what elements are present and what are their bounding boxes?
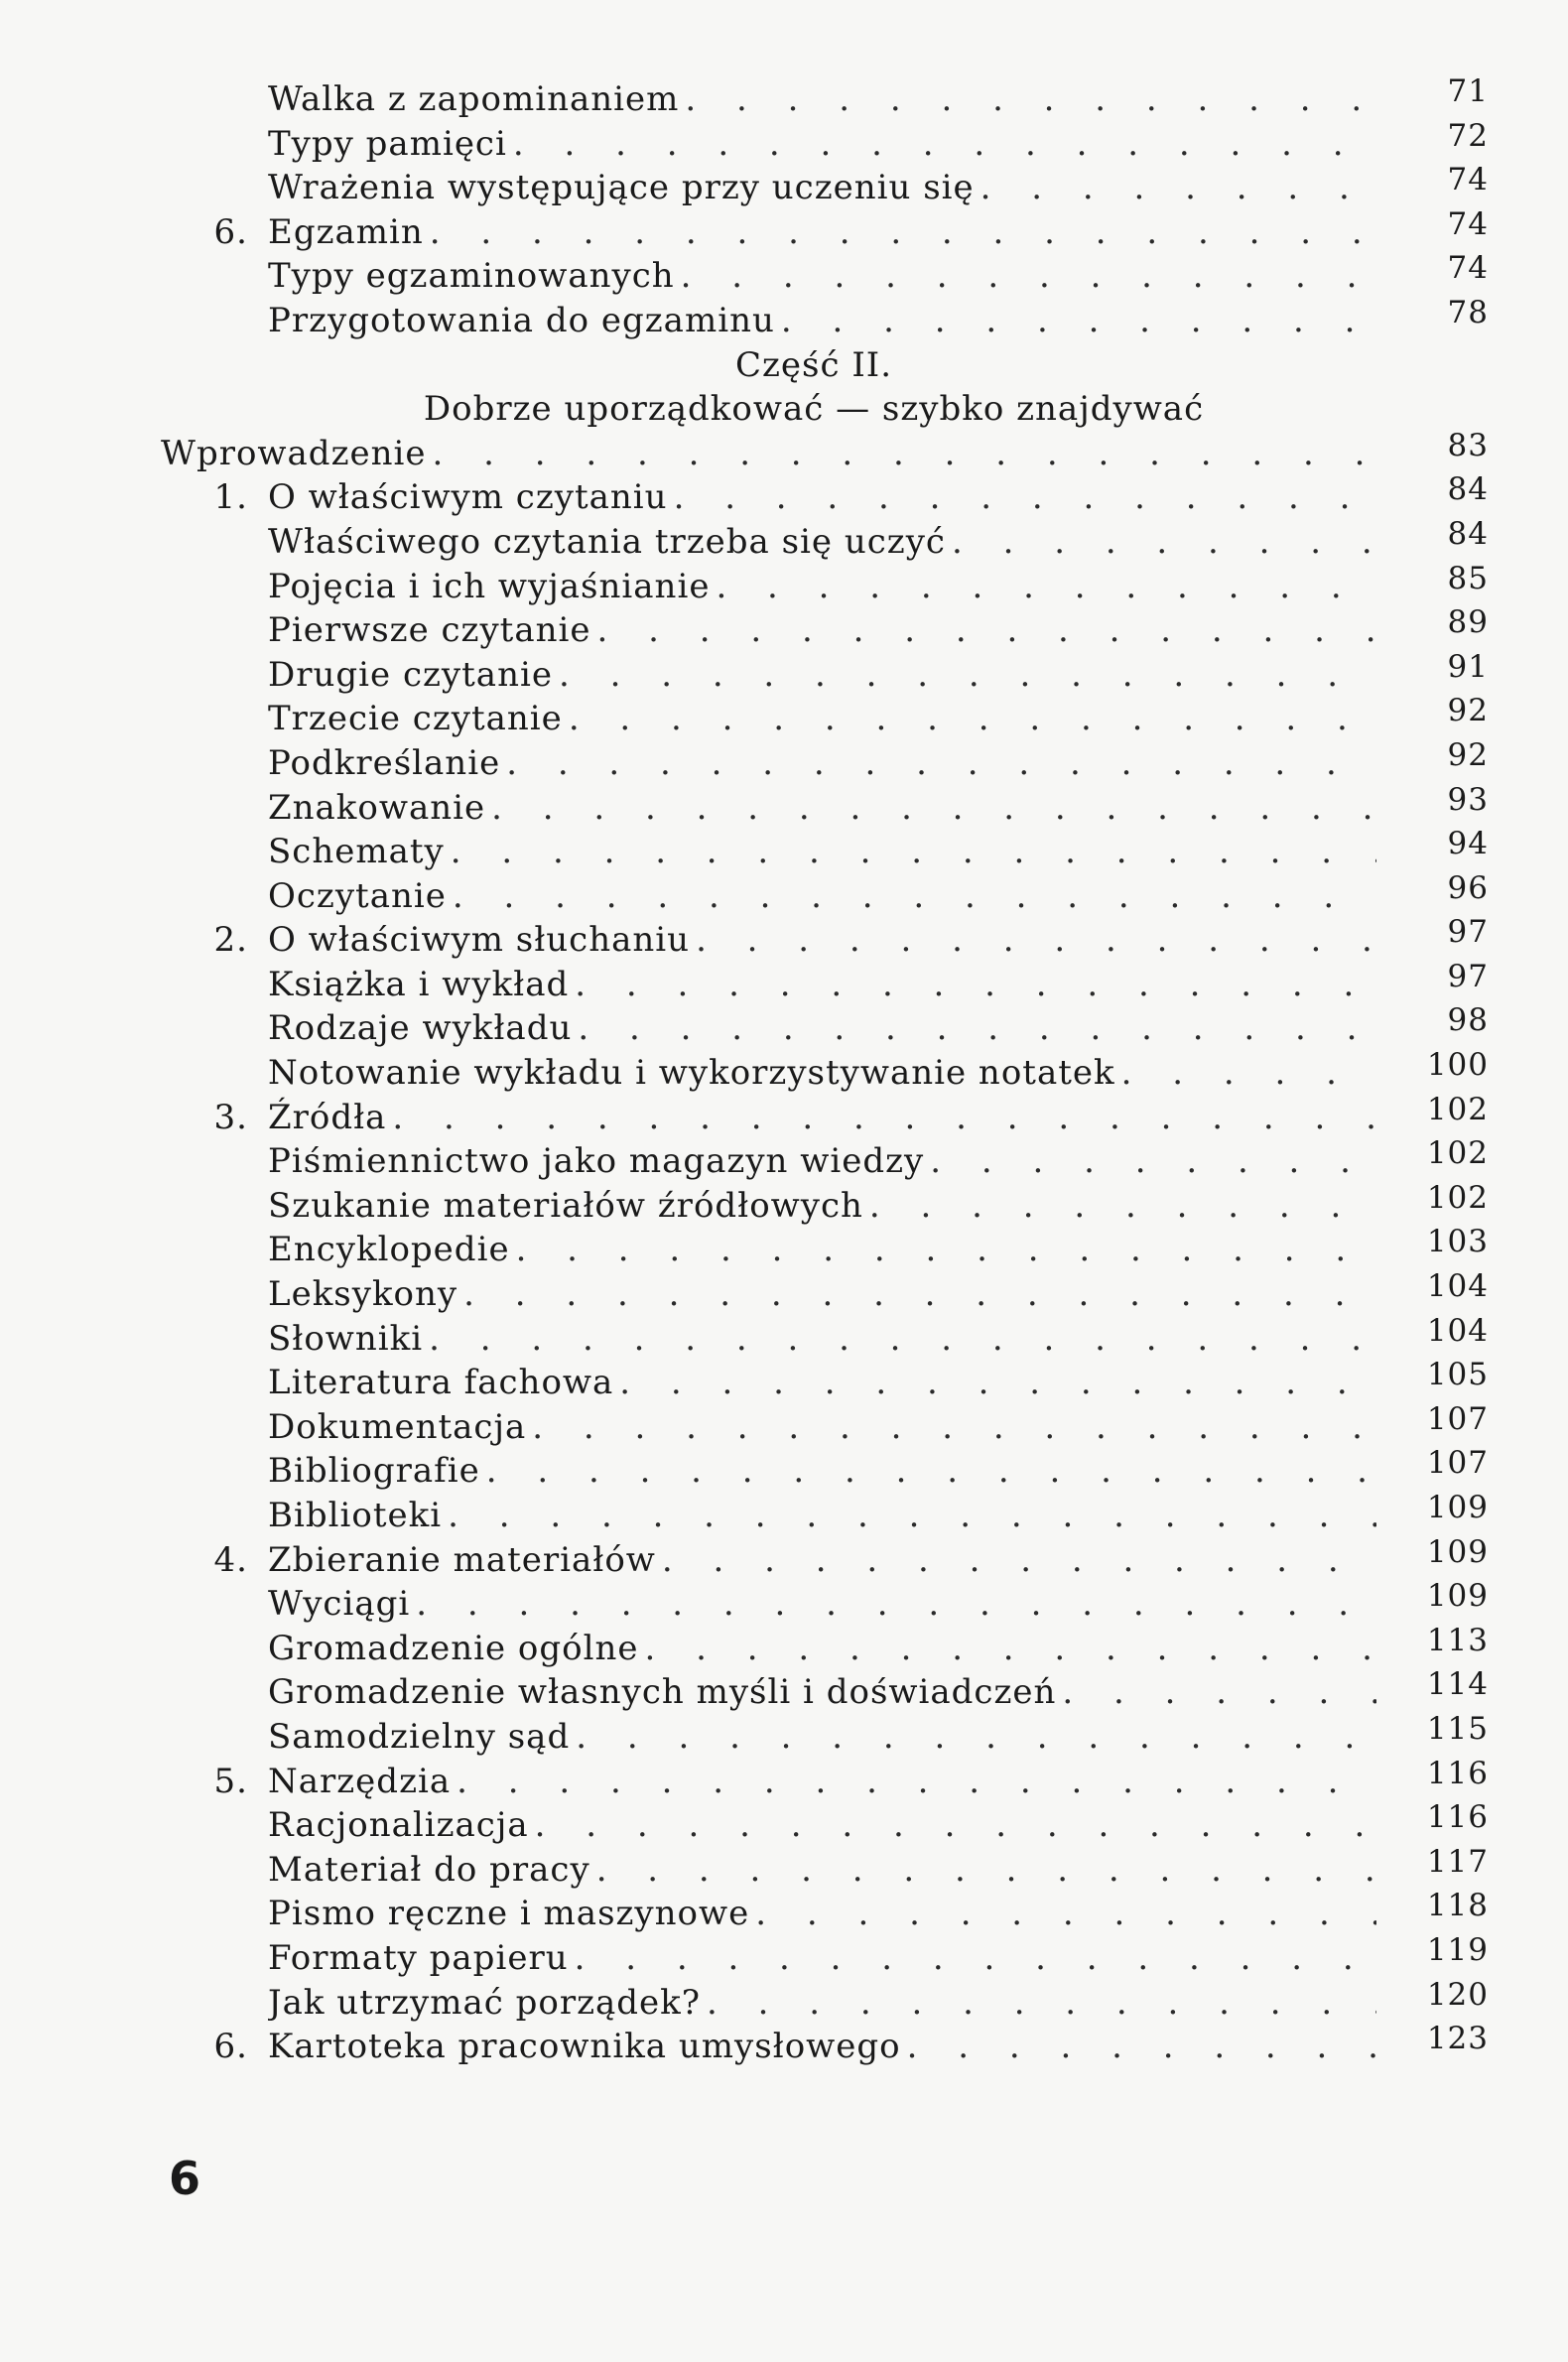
dot-leader <box>447 874 1376 919</box>
toc-entry <box>0 294 1568 343</box>
table-of-contents <box>0 73 1568 2069</box>
toc-page-number: 109 <box>1426 1533 1489 1570</box>
toc-page-number: 94 <box>1447 826 1489 862</box>
toc-entry <box>0 1002 1568 1051</box>
toc-entry-title: Biblioteki <box>268 1496 443 1535</box>
toc-entry <box>0 1268 1568 1317</box>
toc-page-number: 84 <box>1447 471 1489 508</box>
toc-entry-title: Szukanie materiałów źródłowych <box>268 1185 863 1226</box>
toc-page-number: 71 <box>1447 73 1489 109</box>
toc-entry <box>0 958 1568 1007</box>
toc-entry-title: Wyciągi <box>268 1584 411 1625</box>
dot-leader <box>639 1627 1377 1671</box>
dot-leader <box>1056 1670 1376 1715</box>
toc-entry <box>0 1976 1568 2026</box>
toc-page-number: 96 <box>1447 869 1489 906</box>
dot-leader <box>924 1139 1376 1184</box>
dot-leader <box>668 475 1376 520</box>
toc-page-number: 83 <box>1447 427 1489 463</box>
toc-page-number: 78 <box>1447 294 1489 330</box>
dot-leader <box>507 122 1376 167</box>
toc-entry <box>0 1888 1568 1936</box>
toc-entry <box>0 781 1568 831</box>
toc-entry-title: Oczytanie <box>268 875 447 916</box>
toc-entry <box>0 471 1568 520</box>
toc-page-number: 109 <box>1426 1578 1489 1615</box>
toc-entry-title: Kartoteka pracownika umysłowego <box>268 2027 901 2067</box>
toc-page-number: 91 <box>1447 648 1489 685</box>
toc-page-number: 117 <box>1426 1843 1489 1880</box>
chapter-number: 3. <box>213 1097 248 1137</box>
toc-entry-title: Typy pamięci <box>268 123 507 164</box>
part-title: Dobrze uporządkować — szybko znajdywać <box>423 389 1205 430</box>
toc-page-number: 123 <box>1426 2021 1489 2057</box>
chapter-number: 4. <box>213 1539 248 1580</box>
toc-entry-title: Bibliografie <box>268 1451 480 1492</box>
toc-entry-title: Trzecie czytanie <box>268 699 563 739</box>
dot-leader <box>553 653 1376 698</box>
dot-leader <box>485 786 1376 831</box>
toc-page-number: 120 <box>1426 1976 1489 2013</box>
dot-leader <box>946 520 1376 565</box>
dot-leader <box>410 1582 1376 1627</box>
toc-entry-title: Samodzielny sąd <box>268 1716 571 1757</box>
toc-page-number: 103 <box>1426 1224 1489 1260</box>
toc-part-two <box>0 471 1568 2068</box>
toc-page-number: 116 <box>1426 1755 1489 1791</box>
dot-leader <box>457 1272 1376 1317</box>
toc-entry <box>0 693 1568 741</box>
toc-entry <box>0 1622 1568 1671</box>
dot-leader <box>424 210 1376 255</box>
toc-entry-title: Drugie czytanie <box>268 654 553 695</box>
dot-leader <box>451 1760 1376 1804</box>
dot-leader <box>529 1803 1376 1848</box>
toc-entry-title: Pierwsze czytanie <box>268 610 591 651</box>
toc-entry-title: Słowniki <box>268 1318 424 1359</box>
toc-entry-title: Materiał do pracy <box>268 1849 590 1890</box>
toc-entry <box>0 1710 1568 1760</box>
toc-entry <box>0 1091 1568 1140</box>
dot-leader <box>500 741 1376 786</box>
chapter-number: 6. <box>213 2027 248 2067</box>
toc-entry <box>0 1799 1568 1848</box>
toc-entry-title: Gromadzenie ogólne <box>268 1628 639 1668</box>
dot-leader <box>427 432 1377 476</box>
toc-page-number: 102 <box>1426 1135 1489 1172</box>
toc-entry-title: Pismo ręczne i maszynowe <box>268 1894 750 1934</box>
dot-leader <box>690 918 1376 963</box>
toc-page-number: 74 <box>1447 162 1489 198</box>
dot-leader <box>656 1538 1376 1583</box>
toc-entry <box>0 1135 1568 1184</box>
toc-entry-title: Zbieranie materiałów <box>268 1539 656 1580</box>
toc-entry <box>0 1445 1568 1494</box>
toc-entry-title: Encyklopedie <box>268 1230 510 1270</box>
dot-leader <box>590 1848 1376 1893</box>
toc-page-number: 118 <box>1426 1888 1489 1924</box>
toc-page-number: 100 <box>1426 1047 1489 1084</box>
toc-page-number: 89 <box>1447 604 1489 641</box>
toc-page-number: 74 <box>1447 205 1489 242</box>
toc-entry-title: Piśmiennictwo jako magazyn wiedzy <box>268 1141 925 1182</box>
toc-page-number: 105 <box>1426 1357 1489 1393</box>
toc-entry-intro <box>0 427 1568 476</box>
toc-entry <box>0 648 1568 698</box>
toc-entry <box>0 1578 1568 1627</box>
toc-entry-title: Typy egzaminowanych <box>268 256 675 297</box>
toc-entry-title: Wprowadzenie <box>161 433 427 473</box>
toc-entry-title: Notowanie wykładu i wykorzystywanie notatek <box>268 1053 1115 1094</box>
toc-entry <box>0 117 1568 167</box>
toc-entry <box>0 736 1568 786</box>
toc-entry <box>0 1843 1568 1893</box>
toc-page-number: 119 <box>1426 1931 1489 1968</box>
dot-leader <box>675 254 1376 299</box>
toc-entry <box>0 1490 1568 1538</box>
toc-entry-title: Rodzaje wykładu <box>268 1008 573 1049</box>
toc-entry <box>0 604 1568 653</box>
toc-page-number: 72 <box>1447 117 1489 154</box>
toc-entry <box>0 73 1568 122</box>
dot-leader <box>863 1184 1376 1229</box>
toc-entry-title: Leksykony <box>268 1274 458 1315</box>
page-number: 6 <box>169 2152 201 2205</box>
dot-leader <box>701 1981 1376 2026</box>
toc-page-number: 93 <box>1447 781 1489 818</box>
toc-entry <box>0 1666 1568 1715</box>
toc-page-number: 98 <box>1447 1002 1489 1039</box>
toc-entry-title: Gromadzenie własnych myśli i doświadczeń <box>268 1672 1057 1713</box>
toc-entry-title: Racjonalizacja <box>268 1805 529 1846</box>
toc-entry <box>0 1179 1568 1229</box>
toc-entry <box>0 560 1568 609</box>
toc-entry <box>0 1533 1568 1583</box>
toc-entry <box>0 826 1568 874</box>
toc-entry-title: O właściwym czytaniu <box>268 477 668 518</box>
toc-entry-title: Podkreślanie <box>268 742 501 783</box>
toc-page-number: 102 <box>1426 1179 1489 1216</box>
toc-entry <box>0 1357 1568 1405</box>
dot-leader <box>510 1228 1376 1272</box>
toc-entry-title: Właściwego czytania trzeba się uczyć <box>268 521 946 562</box>
toc-page-number: 104 <box>1426 1312 1489 1349</box>
dot-leader <box>775 299 1376 343</box>
dot-leader <box>679 77 1376 122</box>
toc-page-number: 115 <box>1426 1710 1489 1747</box>
dot-leader <box>1115 1051 1376 1096</box>
toc-entry-title: Literatura fachowa <box>268 1363 614 1403</box>
toc-entry <box>0 515 1568 565</box>
toc-page-number: 116 <box>1426 1799 1489 1836</box>
toc-entry <box>0 1755 1568 1804</box>
toc-entry-title: Przygotowania do egzaminu <box>268 300 775 340</box>
chapter-number: 5. <box>213 1761 248 1801</box>
dot-leader <box>975 166 1376 210</box>
toc-page-number: 97 <box>1447 914 1489 951</box>
toc-page-number: 97 <box>1447 958 1489 994</box>
dot-leader <box>749 1892 1376 1936</box>
toc-page-number: 85 <box>1447 560 1489 596</box>
dot-leader <box>591 608 1376 653</box>
toc-page-number: 74 <box>1447 250 1489 287</box>
dot-leader <box>442 1494 1376 1538</box>
toc-part-one-tail <box>0 73 1568 343</box>
toc-page-number: 92 <box>1447 693 1489 729</box>
toc-entry-title: Pojęcia i ich wyjaśnianie <box>268 566 711 606</box>
toc-page-number: 109 <box>1426 1490 1489 1525</box>
toc-entry <box>0 869 1568 919</box>
dot-leader <box>386 1096 1376 1140</box>
toc-entry-title: Egzamin <box>268 211 424 252</box>
dot-leader <box>526 1405 1376 1450</box>
dot-leader <box>480 1449 1376 1494</box>
chapter-number: 1. <box>213 477 248 518</box>
toc-entry-title: Walka z zapominaniem <box>268 79 680 119</box>
dot-leader <box>445 830 1376 874</box>
toc-entry-title: Książka i wykład <box>268 964 570 1004</box>
dot-leader <box>572 1006 1376 1051</box>
toc-page-number: 92 <box>1447 736 1489 773</box>
dot-leader <box>901 2025 1376 2069</box>
toc-page-number: 114 <box>1426 1666 1489 1703</box>
toc-entry-title: Źródła <box>268 1097 387 1137</box>
toc-entry-title: Formaty papieru <box>268 1937 569 1978</box>
dot-leader <box>569 963 1376 1007</box>
chapter-number: 6. <box>213 211 248 252</box>
toc-entry <box>0 1312 1568 1362</box>
toc-entry <box>0 1400 1568 1450</box>
toc-page-number: 104 <box>1426 1268 1489 1305</box>
dot-leader <box>569 1936 1376 1981</box>
dot-leader <box>710 565 1376 609</box>
toc-page-number: 107 <box>1426 1400 1489 1437</box>
dot-leader <box>570 1715 1376 1760</box>
part-label: Część II. <box>734 344 892 385</box>
toc-entry <box>0 1931 1568 1981</box>
toc-page-number: 84 <box>1447 515 1489 552</box>
toc-entry <box>0 1224 1568 1272</box>
toc-page-number: 102 <box>1426 1091 1489 1127</box>
toc-entry-title: Jak utrzymać porządek? <box>268 1982 701 2023</box>
toc-entry-title: O właściwym słuchaniu <box>268 920 691 961</box>
toc-entry-title: Narzędzia <box>268 1761 452 1801</box>
chapter-number: 2. <box>213 920 248 961</box>
toc-entry <box>0 1047 1568 1096</box>
toc-page-number: 113 <box>1426 1622 1489 1658</box>
toc-entry-title: Znakowanie <box>268 787 486 828</box>
toc-page-number: 107 <box>1426 1445 1489 1482</box>
toc-entry-title: Schematy <box>268 832 445 872</box>
toc-entry <box>0 2021 1568 2069</box>
toc-entry-title: Wrażenia występujące przy uczeniu się <box>268 168 975 208</box>
dot-leader <box>563 697 1376 741</box>
dot-leader <box>613 1361 1376 1405</box>
dot-leader <box>423 1317 1376 1362</box>
toc-entry <box>0 162 1568 210</box>
toc-entry <box>0 205 1568 255</box>
toc-entry-title: Dokumentacja <box>268 1406 527 1447</box>
toc-entry <box>0 250 1568 299</box>
toc-entry <box>0 914 1568 963</box>
